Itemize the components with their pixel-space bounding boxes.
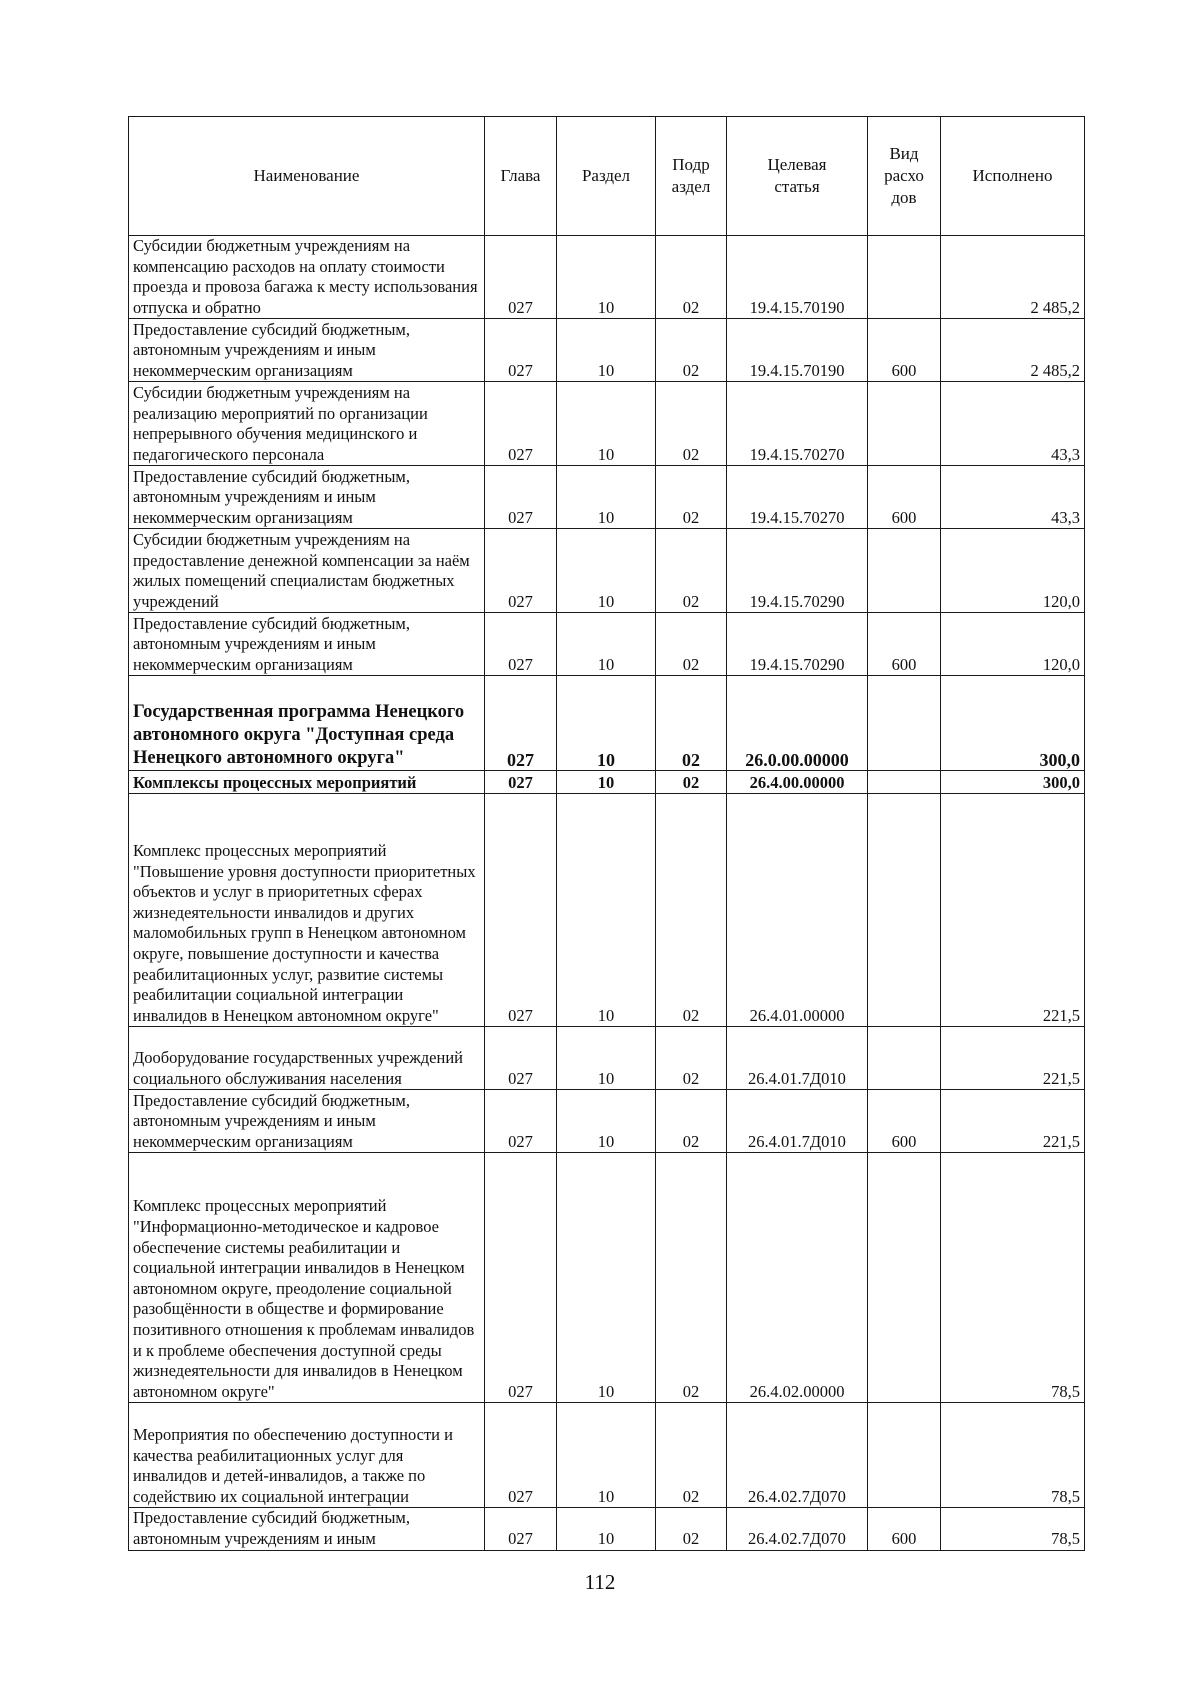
cell-vid-rashodov: 600 (868, 1090, 941, 1153)
cell-vid-rashodov (868, 236, 941, 319)
cell-glava: 027 (485, 466, 557, 529)
table-row (129, 1508, 1085, 1550)
cell-razdel: 10 (557, 1508, 656, 1550)
cell-razdel: 10 (557, 319, 656, 382)
cell-name: Предоставление субсидий бюджетным, автономным учреждениям и иным некоммерческим организациям (129, 319, 485, 382)
cell-name: Комплекс процессных мероприятий "Повышение уровня доступности приоритетных объектов и услуг в приоритетных сферах жизнедеятельности инвалидов и других маломобильных групп в Ненецком автономном округе, повышение доступности и качества реабилитационных услуг, развитие системы реабилитации социальной интеграции инвалидов в Ненецком автономном округе" (129, 794, 485, 1027)
cell-podrazdel: 02 (656, 1153, 727, 1403)
cell-razdel: 10 (557, 1090, 656, 1153)
cell-ispolneno: 120,0 (941, 613, 1085, 676)
cell-glava: 027 (485, 319, 557, 382)
table-row (129, 794, 1085, 1027)
cell-glava: 027 (485, 1508, 557, 1550)
cell-ispolneno: 43,3 (941, 382, 1085, 466)
cell-ispolneno: 2 485,2 (941, 319, 1085, 382)
cell-podrazdel: 02 (656, 1403, 727, 1508)
cell-celevaya-statya: 19.4.15.70270 (727, 382, 868, 466)
cell-ispolneno: 221,5 (941, 794, 1085, 1027)
cell-vid-rashodov (868, 1153, 941, 1403)
header-name: Наименование (129, 117, 485, 236)
cell-celevaya-statya: 19.4.15.70270 (727, 466, 868, 529)
cell-razdel: 10 (557, 676, 656, 771)
cell-podrazdel: 02 (656, 1508, 727, 1550)
cell-vid-rashodov (868, 676, 941, 771)
table-row-program (129, 676, 1085, 771)
cell-celevaya-statya: 19.4.15.70190 (727, 236, 868, 319)
cell-ispolneno: 78,5 (941, 1153, 1085, 1403)
cell-podrazdel: 02 (656, 1090, 727, 1153)
table-row (129, 1403, 1085, 1508)
cell-podrazdel: 02 (656, 613, 727, 676)
cell-name: Субсидии бюджетным учреждениям на предоставление денежной компенсации за наём жилых помещений специалистам бюджетных учреждений (129, 529, 485, 613)
cell-celevaya-statya: 26.4.01.7Д010 (727, 1027, 868, 1090)
cell-ispolneno: 2 485,2 (941, 236, 1085, 319)
cell-razdel: 10 (557, 771, 656, 794)
cell-vid-rashodov (868, 794, 941, 1027)
cell-celevaya-statya: 26.4.01.7Д010 (727, 1090, 868, 1153)
table-row (129, 1090, 1085, 1153)
cell-vid-rashodov (868, 382, 941, 466)
table-header-row (129, 117, 1085, 236)
header-podrazdel: Подр аздел (656, 117, 727, 236)
budget-execution-table (128, 116, 1085, 1551)
cell-vid-rashodov: 600 (868, 319, 941, 382)
cell-name: Предоставление субсидий бюджетным, автономным учреждениям и иным (129, 1508, 485, 1550)
header-vid-rashodov: Вид расхо дов (868, 117, 941, 236)
cell-vid-rashodov (868, 1403, 941, 1508)
table-row-subtotal (129, 771, 1085, 794)
table-row (129, 382, 1085, 466)
table-row (129, 1027, 1085, 1090)
header-razdel: Раздел (557, 117, 656, 236)
header-celevaya-statya: Целевая статья (727, 117, 868, 236)
cell-name: Дооборудование государственных учреждений социального обслуживания населения (129, 1027, 485, 1090)
budget-table-sheet (128, 116, 1084, 1551)
table-row (129, 466, 1085, 529)
cell-name: Субсидии бюджетным учреждениям на реализацию мероприятий по организации непрерывного обучения медицинского и педагогического персонала (129, 382, 485, 466)
cell-glava: 027 (485, 236, 557, 319)
cell-vid-rashodov (868, 529, 941, 613)
cell-celevaya-statya: 26.4.01.00000 (727, 794, 868, 1027)
table-header (129, 117, 1085, 236)
cell-ispolneno: 78,5 (941, 1508, 1085, 1550)
page-number: 112 (584, 1570, 616, 1594)
cell-razdel: 10 (557, 382, 656, 466)
table-row (129, 529, 1085, 613)
cell-name: Предоставление субсидий бюджетным, автономным учреждениям и иным некоммерческим организациям (129, 1090, 485, 1153)
cell-podrazdel: 02 (656, 382, 727, 466)
cell-name: Государственная программа Ненецкого автономного округа "Доступная среда Ненецкого автономного округа" (129, 676, 485, 771)
cell-glava: 027 (485, 1027, 557, 1090)
cell-podrazdel: 02 (656, 771, 727, 794)
table-row (129, 1153, 1085, 1403)
cell-razdel: 10 (557, 1027, 656, 1090)
cell-vid-rashodov (868, 1027, 941, 1090)
cell-glava: 027 (485, 613, 557, 676)
cell-ispolneno: 300,0 (941, 771, 1085, 794)
cell-name: Предоставление субсидий бюджетным, автономным учреждениям и иным некоммерческим организациям (129, 466, 485, 529)
cell-name: Комплекс процессных мероприятий "Информационно-методическое и кадровое обеспечение системы реабилитации и социальной интеграции инвалидов в Ненецком автономном округе, преодоление социальной разобщённости в обществе и формирование позитивного отношения к проблемам инвалидов и к проблеме обеспечения доступной среды жизнедеятельности для инвалидов в Ненецком автономном округе" (129, 1153, 485, 1403)
cell-celevaya-statya: 19.4.15.70190 (727, 319, 868, 382)
cell-name: Субсидии бюджетным учреждениям на компенсацию расходов на оплату стоимости проезда и провоза багажа к месту использования отпуска и обратно (129, 236, 485, 319)
cell-glava: 027 (485, 771, 557, 794)
cell-podrazdel: 02 (656, 676, 727, 771)
cell-vid-rashodov: 600 (868, 466, 941, 529)
cell-razdel: 10 (557, 794, 656, 1027)
cell-vid-rashodov: 600 (868, 1508, 941, 1550)
cell-podrazdel: 02 (656, 529, 727, 613)
cell-podrazdel: 02 (656, 794, 727, 1027)
cell-name: Предоставление субсидий бюджетным, автономным учреждениям и иным некоммерческим организациям (129, 613, 485, 676)
cell-ispolneno: 78,5 (941, 1403, 1085, 1508)
cell-razdel: 10 (557, 1153, 656, 1403)
cell-vid-rashodov (868, 771, 941, 794)
cell-podrazdel: 02 (656, 466, 727, 529)
cell-name: Мероприятия по обеспечению доступности и качества реабилитационных услуг для инвалидов и детей-инвалидов, а также по содействию их социальной интеграции (129, 1403, 485, 1508)
cell-glava: 027 (485, 1090, 557, 1153)
cell-ispolneno: 221,5 (941, 1090, 1085, 1153)
cell-ispolneno: 300,0 (941, 676, 1085, 771)
cell-glava: 027 (485, 1153, 557, 1403)
cell-podrazdel: 02 (656, 319, 727, 382)
header-ispolneno: Исполнено (941, 117, 1085, 236)
table-body (129, 236, 1085, 1551)
cell-ispolneno: 221,5 (941, 1027, 1085, 1090)
cell-celevaya-statya: 26.4.02.7Д070 (727, 1508, 868, 1550)
cell-razdel: 10 (557, 613, 656, 676)
cell-glava: 027 (485, 1403, 557, 1508)
cell-vid-rashodov: 600 (868, 613, 941, 676)
cell-name: Комплексы процессных мероприятий (129, 771, 485, 794)
cell-celevaya-statya: 19.4.15.70290 (727, 529, 868, 613)
cell-celevaya-statya: 26.4.02.00000 (727, 1153, 868, 1403)
cell-glava: 027 (485, 382, 557, 466)
header-glava: Глава (485, 117, 557, 236)
cell-celevaya-statya: 26.4.00.00000 (727, 771, 868, 794)
cell-celevaya-statya: 26.0.00.00000 (727, 676, 868, 771)
cell-glava: 027 (485, 794, 557, 1027)
cell-ispolneno: 43,3 (941, 466, 1085, 529)
cell-razdel: 10 (557, 236, 656, 319)
table-row (129, 319, 1085, 382)
cell-razdel: 10 (557, 466, 656, 529)
cell-podrazdel: 02 (656, 236, 727, 319)
cell-celevaya-statya: 26.4.02.7Д070 (727, 1403, 868, 1508)
cell-celevaya-statya: 19.4.15.70290 (727, 613, 868, 676)
cell-glava: 027 (485, 676, 557, 771)
cell-glava: 027 (485, 529, 557, 613)
cell-ispolneno: 120,0 (941, 529, 1085, 613)
table-row (129, 613, 1085, 676)
cell-razdel: 10 (557, 1403, 656, 1508)
cell-razdel: 10 (557, 529, 656, 613)
table-row (129, 236, 1085, 319)
cell-podrazdel: 02 (656, 1027, 727, 1090)
